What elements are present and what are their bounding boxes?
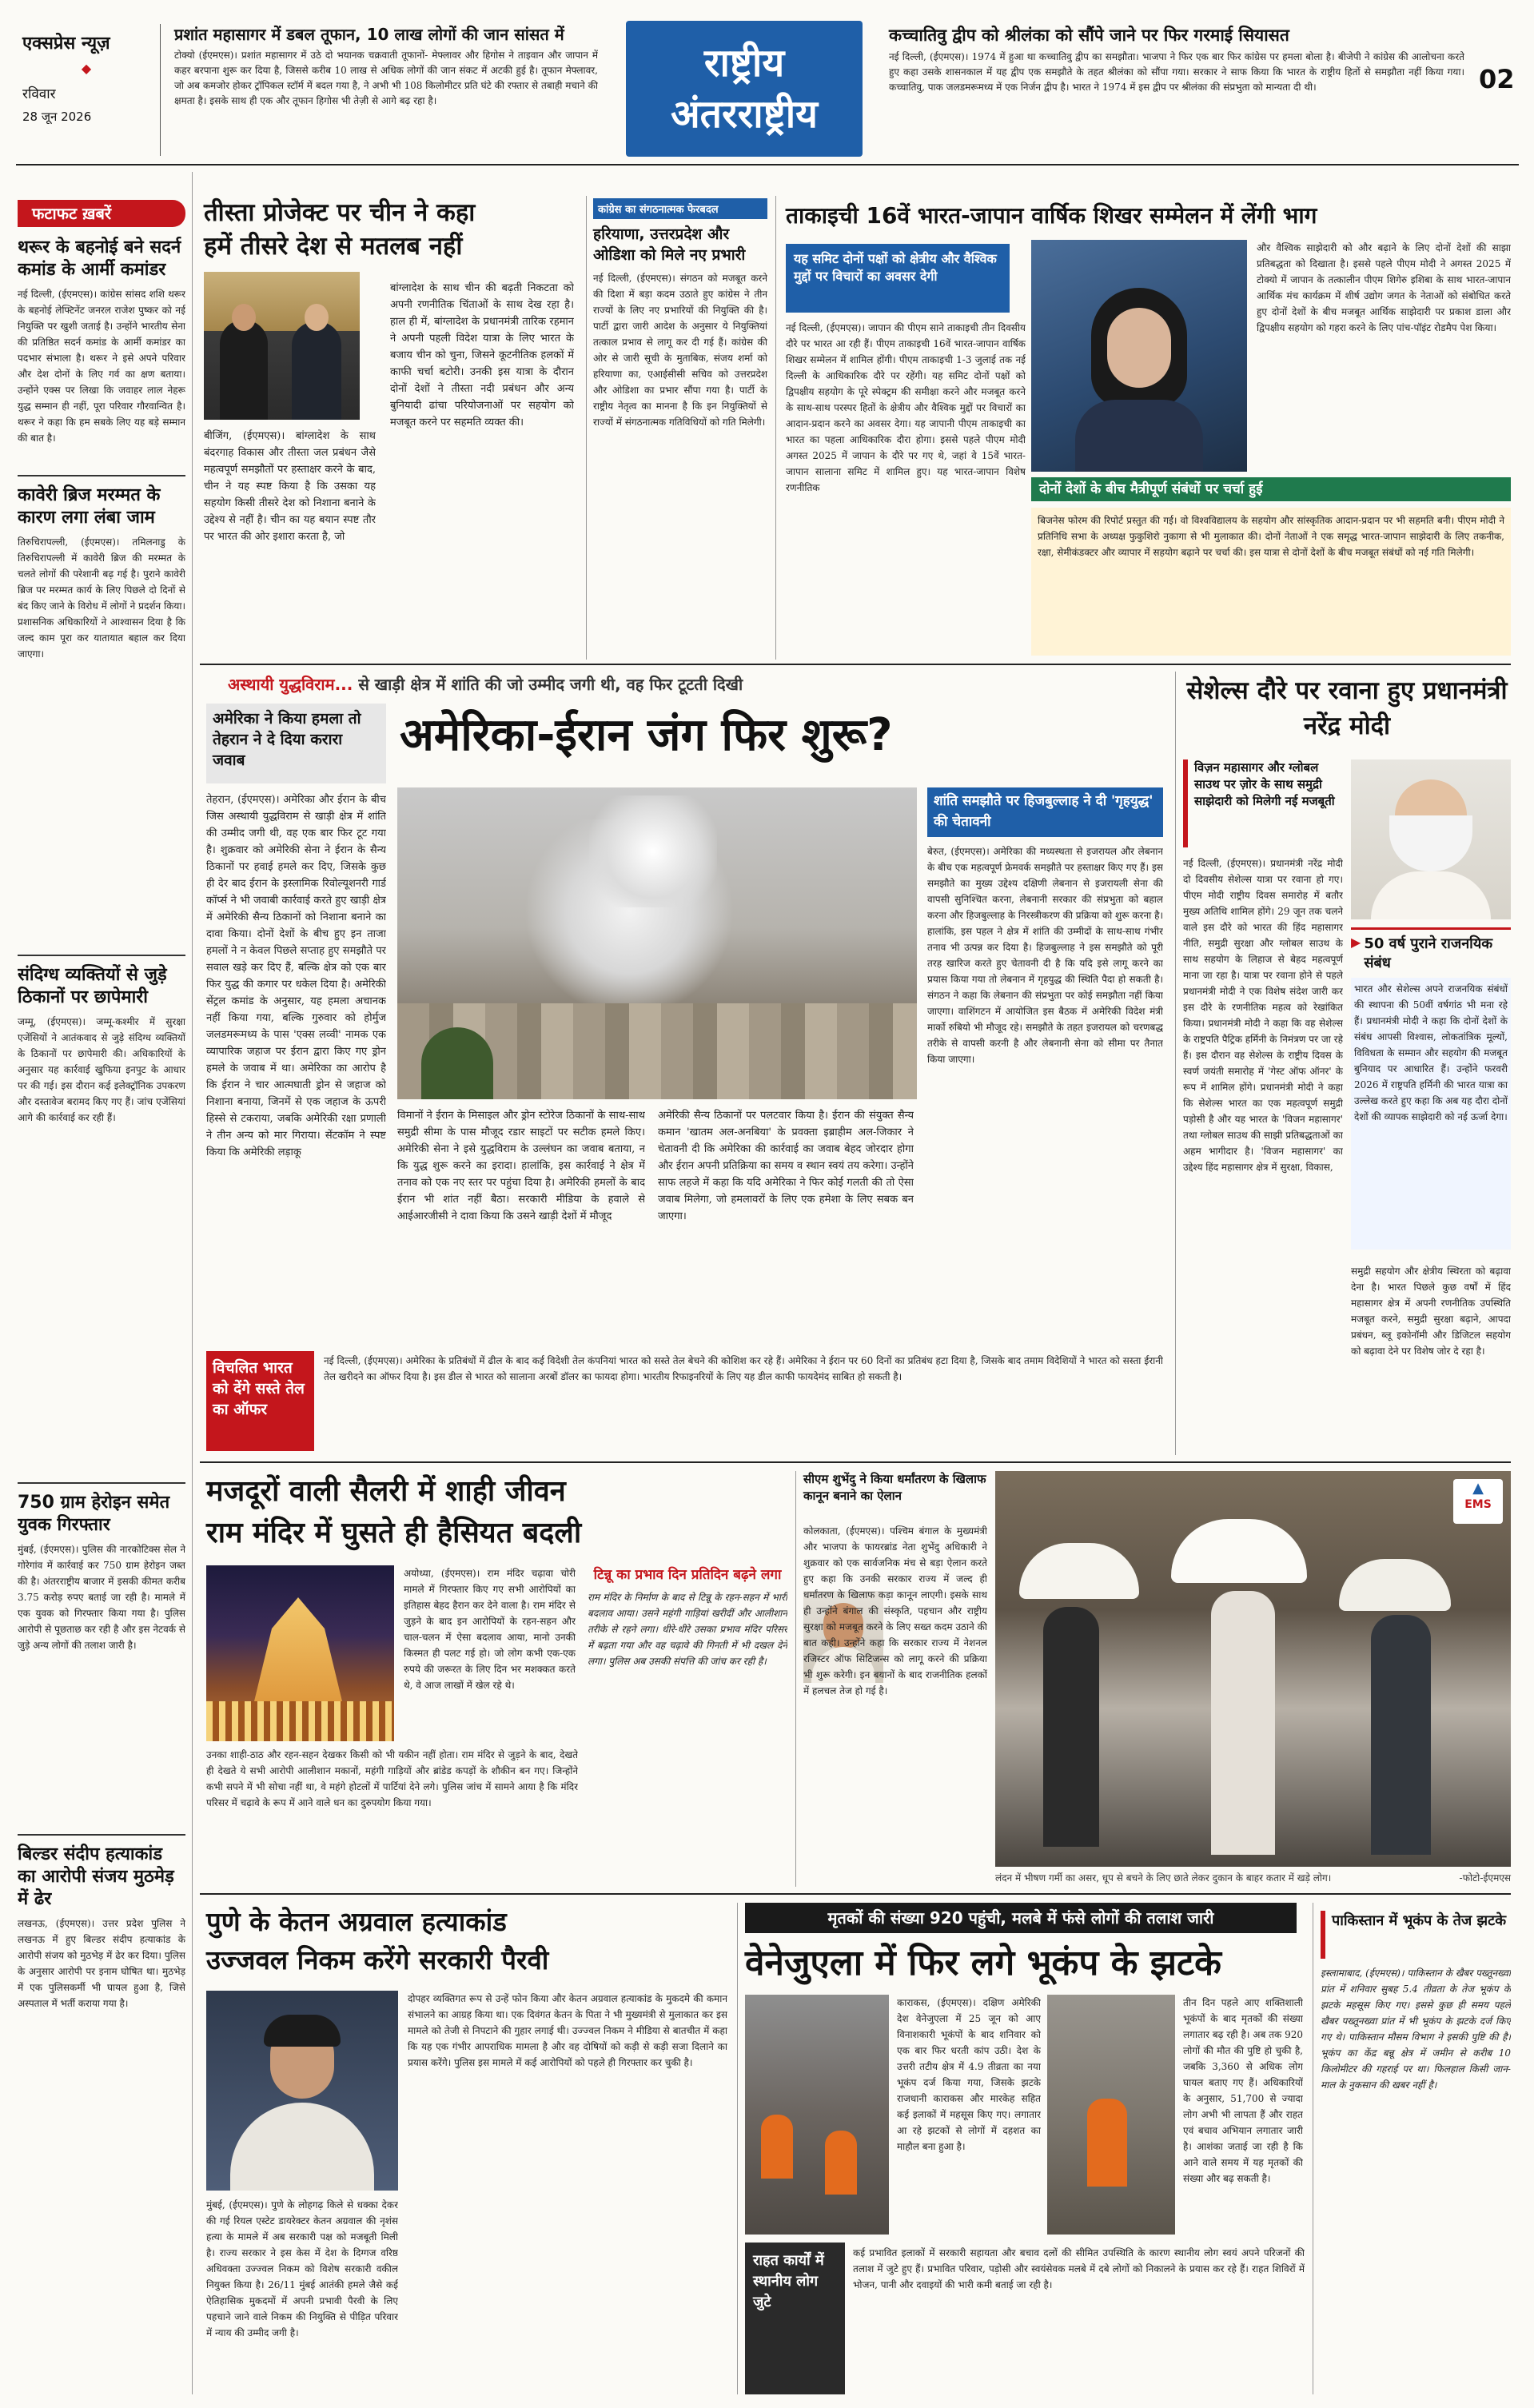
hezbollah-head: [927, 787, 1163, 837]
brief-body: तिरुचिरापल्ली, (ईएमएस)। तमिलनाडु के तिरुचिरापल्ली में कावेरी ब्रिज की मरम्मत के चलते लोगों की परेशानी बढ़ गई है। पुराने कावेरी ब्रिज पर मरम्मत कार्य के लिए पिछले दो दिनों से बंद किए जाने के विरोध में लोगों ने प्रदर्शन किया। प्रशासनिक अधिकारियों ने आश्वासन दिया है कि जल्द काम पूरा कर यातायात बहाल कर दिया जाएगा।: [18, 536, 185, 660]
masthead-brand-box: [22, 30, 150, 142]
congress-headline: हरियाणा, उत्तरप्रदेश और ओडिशा को मिले नए प्रभारी: [593, 225, 746, 264]
iran-body-col3: अमेरिकी सैन्य ठिकानों पर पलटवार किया है। ईरान की संयुक्त सैन्य कमान 'खातम अल-अनबिया' के प्रवक्ता इब्राहीम अल-जिकार ने चेतावनी दी कि अमेरिका की कार्रवाई का जवाब बेहद जोरदार होगा और ईरान अपनी प्रतिक्रिया का समय व स्थान स्वयं तय करेगा। उन्होंने साफ लहजे में कहा कि यदि अमेरिका ने फिर कोई गलती की तो ऐसा जवाब मिलेगा, जो हमलावरों के लिए एक हमेशा के लिए सबक बन जाएगा।: [658, 1110, 914, 1222]
modi-headline: सेशेल्स दौरे पर रवाना हुए प्रधानमंत्री नरेंद्र मोदी: [1186, 676, 1508, 740]
modi-side-box: [1351, 927, 1511, 1255]
brief-item: [18, 956, 185, 1484]
takaichi-photo: [1031, 240, 1247, 472]
bangladesh-china-leaders-photo: [204, 272, 360, 420]
venezuela-rescue-photo: [1047, 1995, 1175, 2235]
teesta-body-left: बीजिंग, (ईएमएस)। बांग्लादेश के साथ बंदरगाह विकास और तीस्ता जल प्रबंधन जैसे महत्वपूर्ण समझौतों पर हस्ताक्षर करने के बाद, चीन ने यह स्पष्ट किया है कि उसका यह सहयोग किसी तीसरे देश को निशाना बनाने के उद्देश्य से नहीं है। चीन का यह बयान स्पष्ट तौर पर भारत की ओर इशारा करता है, जो: [204, 430, 376, 543]
modi-side-body: भारत और सेशेल्स अपने राजनयिक संबंधों की स्थापना की 50वीं वर्षगांठ भी मना रहे हैं। प्रधानमंत्री मोदी ने कहा कि दोनों देशों के संबंध आपसी विश्वास, लोकतांत्रिक मूल्यों, विविधता के सम्मान और सहयोग की मजबूत बुनियाद पर आधारित हैं। उन्होंने फरवरी 2026 में राष्ट्रपति हर्मिनी की भारत यात्रा का उल्लेख करते हुए कहा कि अब यह दौरा दोनों देशों की व्यापक साझेदारी को नई ऊर्जा देगा।: [1351, 978, 1511, 1250]
brief-item: [18, 237, 185, 476]
brief-body: लखनऊ, (ईएमएस)। उत्तर प्रदेश पुलिस ने लखनऊ में हुए बिल्डर संदीप हत्याकांड के आरोपी संजय को मुठभेड़ में ढेर कर दिया। पुलिस के अनुसार आरोपी पर इनाम घोषित था। मुठभेड़ में एक पुलिसकर्मी भी घायल हुआ है, जिसे अस्पताल में भर्ती कराया गया है।: [18, 1918, 185, 2009]
modi-deck-text: विज़न महासागर और ग्लोबल साउथ पर ज़ोर के साथ समुद्री साझेदारी को मिलेगी नई मजबूती: [1194, 760, 1335, 808]
top-left-body: टोक्यो (ईएमएस)। प्रशांत महासागर में उठे दो भयानक चक्रवाती तूफानों- मेफ्लावर और हिगोस ने ताइवान और जापान में कहर बरपाना शुरू कर दिया है, जिससे करीब 10 लाख से अधिक लोगों की जान संकट में अटकी हुई है। तूफान मेफ्लावर, जो अब कमजोर होकर ट्रॉपिकल स्टॉर्म में बदल गया है, ने अभी भी 108 किलोमीटर प्रति घंटे की रफ्तार से तबाही मचाने की क्षमता है। इसके साथ ही एक और तूफान हिगोस भी तेज़ी से आगे बढ़ रहा है।: [174, 50, 598, 106]
takaichi-bar-label: दोनों देशों के बीच मैत्रीपूर्ण संबंधों पर चर्चा हुई: [1039, 481, 1263, 497]
ems-logo-mark-icon: ▲: [1472, 1480, 1484, 1497]
ems-logo: [1453, 1479, 1503, 1524]
brief-item: [18, 476, 185, 956]
suvendu-headline: सीएम शुभेंदु ने किया धर्मांतरण के खिलाफ कानून बनाने का ऐलान: [803, 1472, 986, 1503]
pune-body-right: दोपहर व्यक्तिगत रूप से उन्हें फोन किया और केतन अग्रवाल हत्याकांड के मुकदमे की कमान संभालने का आग्रह किया था। एक दिवंगत केतन के पिता ने भी मुख्यमंत्री से मुलाकात कर इस मामले को तेजी से निपटाने की गुहार लगाई थी। उज्ज्वल निकम ने मीडिया से बातचीत में कहा कि यह एक गंभीर आपराधिक मामला है और वह दोषियों को कड़ी से कड़ी सजा दिलाने का प्रयास करेंगे। पुलिस इस मामले में कई आरोपियों को पहले ही गिरफ्तार कर चुकी है।: [408, 1993, 727, 2068]
ram-mandir-photo: [206, 1565, 394, 1741]
venezuela-body-right: तीन दिन पहले आए शक्तिशाली भूकंपों के बाद मृतकों की संख्या लगातार बढ़ रही है। अब तक 920 लोगों की मौत की पुष्टि हो चुकी है, जबकि 3,360 से अधिक लोग घायल बताए गए हैं। अधिकारियों के अनुसार, 51,700 से ज्यादा लोग अभी भी लापता हैं और राहत एवं बचाव अभियान लगातार जारी है। आशंका जताई जा रही है कि आने वाले समय में यह मृतकों की संख्या और बढ़ सकती है।: [1183, 1997, 1303, 2184]
teesta-headline-line2: हमें तीसरे देश से मतलब नहीं: [204, 232, 463, 261]
top-right-story: [889, 24, 1464, 152]
congress-kicker: कांग्रेस का संगठनात्मक फेरबदल: [593, 198, 767, 219]
teesta-headline-line1: तीस्ता प्रोजेक्ट पर चीन ने कहा: [204, 198, 476, 227]
oil-offer-body: नई दिल्ली, (ईएमएस)। अमेरिका के प्रतिबंधों में ढील के बाद कई विदेशी तेल कंपनियां भारत को सस्ते तेल बेचने की कोशिश कर रहे हैं। अमेरिका ने ईरान पर 60 दिनों का प्रतिबंध हटा दिया है, जिसके बाद तमाम विदेशियों ने भारत को सस्ता ईरानी तेल खरीदने का ऑफर दिया है। इस डील से भारत को सालाना अरबों डॉलर का फायदा होगा। भारतीय रिफाइनरियों के लिए यह डील काफी फायदेमंद साबित हो सकती है।: [324, 1355, 1163, 1382]
ram-body-top: अयोध्या, (ईएमएस)। राम मंदिर चढ़ावा चोरी मामले में गिरफ्तार किए गए सभी आरोपियों का इतिहास बेहद हैरान कर देने वाला है। राम मंदिर से जुड़ने के बाद इन आरोपियों के रहन-सहन और चाल-चलन में ऐसा बदलाव आया, मानो उनकी किस्मत ही पलट गई हो। जो लोग कभी एक-एक रुपये की जरूरत के लिए दिन भर मशक्कत करते थे, वे आज लाखों में खेल रहे थे।: [404, 1568, 576, 1691]
modi-side-title: 50 वर्ष पुराने राजनयिक संबंध: [1364, 935, 1493, 971]
brief-item: [18, 1836, 185, 2379]
top-right-headline: कच्चातिवु द्वीप को श्रीलंका को सौंपे जाने पर फिर गरमाई सियासत: [889, 26, 1289, 45]
venezuela-rubble-photo: [745, 1995, 889, 2235]
top-left-headline: प्रशांत महासागर में डबल तूफान, 10 लाख लोगों की जान सांसत में: [174, 25, 564, 44]
hezbollah-head-text: शांति समझौते पर हिजबुल्लाह ने दी 'गृहयुद्ध' की चेतावनी: [934, 793, 1153, 830]
iran-side-deck-text: अमेरिका ने किया हमला तो तेहरान ने दे दिया करारा जवाब: [213, 710, 361, 769]
suvendu-story: [803, 1471, 987, 1505]
venezuela-body-left: काराकस, (ईएमएस)। दक्षिण अमेरिकी देश वेनेजुएला में 25 जून को आए विनाशकारी भूकंपों के बाद शनिवार को एक बार फिर धरती कांप उठी। देश के उत्तरी तटीय क्षेत्र में 4.9 तीव्रता का नया भूकंप दर्ज किया गया, जिसके झटके राजधानी काराकस और मारकेह सहित कई इलाकों में महसूस किए गए। लगातार आ रहे झटकों से लोगों में दहशत का माहौल बना हुआ है।: [897, 1997, 1041, 2152]
pune-headline-block: [206, 1903, 726, 1979]
brief-body: जम्मू, (ईएमएस)। जम्मू-कश्मीर में सुरक्षा एजेंसियों ने आतंकवाद से जुड़े संदिग्ध व्यक्तियों के ठिकानों पर छापेमारी की। अधिकारियों के अनुसार यह कार्रवाई खुफिया इनपुट के आधार पर की गई। इस दौरान कई इलेक्ट्रॉनिक उपकरण और दस्तावेज बरामद किए गए हैं। जांच एजेंसियां आगे की कार्रवाई कर रही हैं।: [18, 1016, 185, 1123]
london-caption: लंदन में भीषण गर्मी का असर, धूप से बचने के लिए छाते लेकर दुकान के बाहर कतार में खड़े लोग।: [995, 1872, 1332, 1884]
pune-headline-line2: उज्जवल निकम करेंगे सरकारी पैरवी: [206, 1944, 549, 1975]
venezuela-banner-text: मृतकों की संख्या 920 पहुंची, मलबे में फंसे लोगों की तलाश जारी: [827, 1908, 1214, 1928]
takaichi-body-left-continued: [786, 528, 1026, 656]
venezuela-banner: [745, 1903, 1297, 1933]
london-caption-row: [995, 1871, 1511, 1884]
brief-item: [18, 1484, 185, 1836]
iran-side-deck: [206, 704, 386, 783]
pune-headline-line1: पुणे के केतन अग्रवाल हत्याकांड: [206, 1906, 507, 1937]
issue-date: 28 जून 2026: [22, 110, 92, 124]
brief-list: [18, 237, 185, 2379]
suvendu-body: कोलकाता, (ईएमएस)। पश्चिम बंगाल के मुख्यमंत्री और भाजपा के फायरब्रांड नेता शुभेंदु अधिकारी ने शुक्रवार को एक सार्वजनिक मंच से बड़ा ऐलान करते हुए कहा कि उनकी सरकार राज्य में जल्द ही धर्मांतरण के खिलाफ कड़ा कानून लाएगी। इसके साथ ही उन्होंने बंगाल की संस्कृति, पहचान और राष्ट्रीय सुरक्षा को मजबूत करने के लिए सख्त कदम उठाने की बात कही। उन्होंने कहा कि सरकार राज्य में नेशनल रजिस्टर ऑफ सिटिजन्स को लागू करने की प्रक्रिया भी शुरू करेगी। इन बयानों के बाद राजनीतिक हलकों में हलचल तेज हो गई है।: [803, 1525, 987, 1696]
ems-logo-text: EMS: [1464, 1498, 1492, 1511]
modi-photo: [1351, 759, 1511, 919]
brand-ornament-icon: ◆: [81, 61, 92, 76]
ram-headline-line1: मजदूरों वाली सैलरी में शाही जीवन: [206, 1475, 566, 1508]
tehran-strike-photo: [397, 787, 917, 1099]
oil-offer-box: [206, 1351, 314, 1451]
top-right-body: नई दिल्ली, (ईएमएस)। 1974 में हुआ था कच्चातिवु द्वीप का समझौता। भाजपा ने फिर एक बार फिर कांग्रेस पर हमला बोला है। बीजेपी ने कांग्रेस की आलोचना करते हुए कहा उसके शासनकाल में यह द्वीप एक समझौते के तहत श्रीलंका को सौंपा गया। सरकार ने साफ किया कि भारत के राष्ट्रीय हितों से समझौता नहीं किया गया। कच्चातिवु, पाक जलडमरूमध्य में एक निर्जन द्वीप है। भारत ने 1974 में इस द्वीप पर श्रीलंका की संप्रभुता को मान्यता दी थी।: [889, 51, 1464, 93]
venezuela-headline: वेनेजुएला में फिर लगे भूकंप के झटके: [745, 1943, 1221, 1983]
takaichi-bar-body: बिजनेस फोरम की रिपोर्ट प्रस्तुत की गई। वो विश्वविद्यालय के सहयोग और सांस्कृतिक आदान-प्रदान पर भी सहमति बनी। पीएम मोदी ने प्रतिनिधि सभा के अध्यक्ष फुकुशिरो नुकागा से भी मुलाकात की। दोनों नेताओं ने एक समृद्ध भारत-जापान साझेदारी के लिए तकनीक, रक्षा, सेमीकंडक्टर और व्यापार में सहयोग बढ़ाने पर चर्चा की। इस यात्रा से दोनों देशों के बीच मजबूत संबंधों को नई गति मिलेगी।: [1031, 508, 1511, 656]
takaichi-body-right: और वैश्विक साझेदारी को और बढ़ाने के लिए दोनों देशों की साझा प्रतिबद्धता को दिखाता है। इससे पहले पीएम मोदी ने अगस्त 2025 में टोक्यो में जापान के तत्कालीन पीएम शिगेरु इशिबा के साथ भारत-जापान आर्थिक मंच कार्यक्रम में शीर्ष उद्योग जगत के नेताओं को संबोधित करते हुए दोनों देशों के बीच मजबूत आर्थिक साझेदारी पर प्रकाश डाला और द्विपक्षीय सहयोग को गहरा करने के लिए पांच-पॉइंट रोडमैप पेश किया।: [1257, 242, 1511, 333]
hezbollah-body: बेरुत, (ईएमएस)। अमेरिका की मध्यस्थता से इजरायल और लेबनान के बीच एक महत्वपूर्ण फ्रेमवर्क समझौते पर हस्ताक्षर किए गए हैं। इस समझौते का मुख्य उद्देश्य दक्षिणी लेबनान से इजरायली सेना की वापसी सुनिश्चित करना, लेबनानी सरकार की संप्रभुता को बहाल करना और हिजबुल्लाह के निरस्त्रीकरण की प्रक्रिया को शुरू करना है। हालांकि, इस पहल ने क्षेत्र में शांति की उम्मीदों के साथ-साथ गंभीर तनाव भी उत्पन्न कर दिया है। हिजबुल्लाह ने इस समझौते को पूरी तरह खारिज करते हुए चेतावनी दी है कि यदि इसे लागू करने का प्रयास किया गया तो लेबनान में गृहयुद्ध की स्थिति पैदा हो सकती है। संगठन ने कहा कि लेबनान की संप्रभुता पर कोई समझौता नहीं किया जाएगा। वाशिंगटन में आयोजित इस बैठक में अमेरिकी विदेश मंत्री मार्को रुबियो भी मौजूद रहे। समझौते के तहत इजरायल को चरणबद्ध तरीके से वापसी करनी है और लेबनानी सेना को सीमा पर तैनात किया जाएगा।: [927, 846, 1163, 1065]
issue-day: रविवार: [22, 86, 56, 102]
brief-body: नई दिल्ली, (ईएमएस)। कांग्रेस सांसद शशि थरूर के बहनोई लेफ्टिनेंट जनरल राजेश पुष्कर को नई नियुक्ति पर खुशी जताई है। उन्होंने भारतीय सेना की प्रतिष्ठित सदर्न कमांड के आर्मी कमांडर का पदभार संभाला है। थरूर ने इसे अपने परिवार और देश दोनों के लिए गर्व का क्षण बताया। उन्होंने एक्स पर लिखा कि जवाहर लाल नेहरू युद्ध सम्मान ही नहीं, पूरा परिवार गौरवान्वित है। थरूर ने कहा कि हम सबके लिए यह बड़े सम्मान की बात है।: [18, 289, 185, 444]
ketan-agrawal-photo: [206, 1991, 398, 2191]
brand-name: एक्सप्रेस न्यूज़: [22, 34, 110, 54]
takaichi-bar: [1031, 477, 1511, 501]
pakistan-head: [1321, 1911, 1511, 1959]
brief-headline: संदिग्ध व्यक्तियों से जुड़े ठिकानों पर छापेमारी: [18, 965, 167, 1007]
takaichi-body-left: नई दिल्ली, (ईएमएस)। जापान की पीएम साने ताकाइची तीन दिवसीय दौरे पर भारत आ रही हैं। पीएम ताकाइची 16वें भारत-जापान वार्षिक शिखर सम्मेलन में शामिल होंगी। पीएम ताकाइची 1-3 जुलाई तक नई दिल्ली के आधिकारिक दौरे पर रहेंगी। यह समिट दोनों पक्षों को द्विपक्षीय सहयोग के पूरे स्पेक्ट्रम की समीक्षा करने और मजबूत करने के साथ-साथ परस्पर हितों के क्षेत्रीय और वैश्विक मुद्दों पर विचारों का आदान-प्रदान करने का अवसर देगा। यह जापानी पीएम ताकाइची का भारत का पहला आधिकारिक दौरा होगा। इससे पहले पीएम मोदी अगस्त 2025 में जापान के दौरे पर गए थे, जहां वे 15वें भारत-जापान सालाना समिट में शामिल हुए। यह भारत-जापान विशेष रणनीतिक: [786, 322, 1026, 493]
takaichi-deck-text: यह समिट दोनों पक्षों को क्षेत्रीय और वैश्विक मुद्दों पर विचारों का अवसर देगी: [794, 251, 997, 284]
pune-body-left: मुंबई, (ईएमएस)। पुणे के लोहगढ़ किले से धक्का देकर की गई रियल एस्टेट डायरेक्टर केतन अग्रवाल की नृशंस हत्या के मामले में अब सरकारी पक्ष को मजबूती मिली है। राज्य सरकार ने इस केस में देश के दिग्गज वरिष्ठ अधिवक्ता उज्ज्वल निकम को विशेष सरकारी वकील नियुक्त किया है। 26/11 मुंबई आतंकी हमले जैसे कई ऐतिहासिक मुकदमों में अपनी प्रभावी पैरवी के लिए पहचाने जाने वाले निकम की नियुक्ति से पीड़ित परिवार में न्याय की उम्मीद जगी है।: [206, 2199, 398, 2338]
modi-body-right: समुद्री सहयोग और क्षेत्रीय स्थिरता को बढ़ावा देना है। भारत पिछले कुछ वर्षों में हिंद महासागर क्षेत्र में अपनी रणनीतिक उपस्थिति मजबूत करने, समुद्री सुरक्षा बढ़ाने, आपदा प्रबंधन, ब्लू इकोनॉमी और डिजिटल सहयोग को बढ़ावा देने पर विशेष जोर दे रहा है।: [1351, 1266, 1511, 1357]
ram-headline-block: [206, 1471, 790, 1554]
london-heat-photo: [995, 1471, 1511, 1867]
iran-body-col1: तेहरान, (ईएमएस)। अमेरिका और ईरान के बीच जिस अस्थायी युद्धविराम से खाड़ी क्षेत्र में शांति की उम्मीद जगी थी, वह एक बार फिर टूट गया है। शुक्रवार को अमेरिकी सेना ने ईरान के सैन्य ठिकानों पर हवाई हमले कर दिए, जिसके कुछ ही देर बाद ईरान के इस्लामिक रिवोल्यूशनरी गार्ड कॉर्प्स ने भी जवाबी कार्रवाई करते हुए खाड़ी क्षेत्र में अमेरिकी सैन्य ठिकानों को निशाना बनाने का दावा किया। दोनों देशों के बीच हुए इन ताजा हमलों ने न केवल पिछले सप्ताह हुए समझौते पर सवाल खड़े कर दिए हैं, बल्कि क्षेत्र को एक बार फिर युद्ध की कगार पर धकेल दिया है। अमेरिकी सेंट्रल कमांड के अनुसार, यह हमला अचानक नहीं किया गया, बल्कि गुरुवार को होर्मुज जलडमरूमध्य के पास 'एक्स लव्वी' नामक एक व्यापारिक जहाज पर ईरान द्वारा किए गए ड्रोन हमले के जवाब में था। अमेरिका का आरोप है कि ईरान ने चार आत्मघाती ड्रोन से जहाज को निशाना बनाया, जिनमें से एक जहाज के ऊपरी हिस्से से टकराया, जबकि अमेरिकी रक्षा प्रणाली ने तीन अन्य को मार गिराया। सेंटकॉम ने स्पष्ट किया कि अमेरिकी लड़ाकू: [206, 794, 386, 1158]
london-credit: -फोटो-ईएमएस: [1459, 1872, 1511, 1884]
teesta-body-right: बांग्लादेश के साथ चीन की बढ़ती निकटता को अपनी रणनीतिक चिंताओं के साथ देख रहा है। हाल ही में, बांग्लादेश के प्रधानमंत्री तारिक रहमान ने अपनी पहली विदेश यात्रा के लिए भारत के बजाय चीन को चुना, जिसने कूटनीतिक हलकों में काफी चर्चा बटोरी। उनकी इस यात्रा के दौरान दोनों देशों ने तीस्ता नदी प्रबंधन और अन्य बुनियादी ढांचा परियोजनाओं पर सहयोग को मजबूत करने पर सहमति व्यक्त की।: [390, 282, 574, 429]
ram-headline-line2: राम मंदिर में घुसते ही हैसियत बदली: [206, 1517, 582, 1549]
brief-headline: 750 ग्राम हेरोइन समेत युवक गिरफ्तार: [18, 1493, 170, 1535]
arrow-right-icon: ▶: [1351, 935, 1361, 950]
iran-kicker-rest: से खाड़ी क्षेत्र में शांति की जो उम्मीद जगी थी, वह फिर टूटती दिखी: [353, 675, 743, 694]
modi-side-title-row: [1351, 935, 1511, 973]
iran-headline: अमेरिका-ईरान जंग फिर शुरू?: [400, 709, 893, 761]
ram-sub-body: राम मंदिर के निर्माण के बाद से टिन्नू के रहन-सहन में भारी बदलाव आया। उसने महंगी गाड़ियां खरीदीं और आलीशान तरीके से रहने लगा। धीरे-धीरे उसका प्रभाव मंदिर परिसर में बढ़ता गया और वह चढ़ावे की गिनती में भी दखल देने लगा। पुलिस अब उसकी संपत्ति की जांच कर रही है।: [588, 1592, 787, 1667]
takaichi-deck: [786, 244, 1010, 313]
section-title-national: राष्ट्रीय: [703, 41, 785, 86]
iran-body-col2: विमानों ने ईरान के मिसाइल और ड्रोन स्टोरेज ठिकानों के साथ-साथ समुद्री सीमा के पास मौजूद रडार साइटों पर सटीक हमले किए। अमेरिकी सेना ने इसे युद्धविराम के उल्लंघन का जवाब बताया, न कि युद्ध शुरू करने का इरादा। हालांकि, इस कार्रवाई ने क्षेत्र में तनाव को एक नए स्तर पर पहुंचा दिया है। अमेरिकी हमलों के बाद ईरान भी शांत नहीं बैठा। सरकारी मीडिया के हवाले से आईआरजीसी ने दावा किया कि उसने खाड़ी देशों में मौजूद: [397, 1110, 645, 1222]
pakistan-head-text: पाकिस्तान में भूकंप के तेज झटके: [1332, 1912, 1507, 1929]
section-title-international: अंतरराष्ट्रीय: [670, 92, 819, 137]
briefs-banner: [18, 200, 185, 227]
brief-body: मुंबई, (ईएमएस)। पुलिस की नारकोटिक्स सेल ने गोरेगांव में कार्रवाई कर 750 ग्राम हेरोइन जब्त की है। अंतरराष्ट्रीय बाजार में इसकी कीमत करीब 3.75 करोड़ रुपए बताई जा रही है। मामले में एक युवक को गिरफ्तार किया गया है। पुलिस आरोपी से पूछताछ कर रही है और इस नेटवर्क से जुड़े अन्य लोगों की तलाश जारी है।: [18, 1544, 185, 1651]
ram-sub-head: टिन्नू का प्रभाव दिन प्रतिदिन बढ़ने लगा: [593, 1567, 782, 1583]
page-number: 02: [1479, 64, 1515, 94]
brief-headline: बिल्डर संदीप हत्याकांड का आरोपी संजय मुठमेड़ में ढेर: [18, 1844, 174, 1909]
venezuela-relief-label: राहत कार्यों में स्थानीय लोग जुटे: [753, 2252, 824, 2310]
venezuela-relief-box: [745, 2243, 845, 2394]
iran-kicker-red: अस्थायी युद्धविराम...: [228, 675, 353, 694]
section-banner: [626, 21, 863, 157]
oil-offer-label: विचलित भारत को देंगे सस्ते तेल का ऑफर: [213, 1359, 305, 1418]
venezuela-relief-body: कई प्रभावित इलाकों में सरकारी सहायता और बचाव दलों की सीमित उपस्थिति के कारण स्थानीय लोग स्वयं अपने परिजनों की तलाश में जुटे हुए हैं। प्रभावित परिवार, पड़ोसी और स्वयंसेवक मलबे में दबे लोगों को निकालने के प्रयास कर रहे हैं। राहत शिविरों में भोजन, पानी और दवाइयों की भारी कमी बताई जा रही है।: [853, 2247, 1305, 2290]
modi-body-left: नई दिल्ली, (ईएमएस)। प्रधानमंत्री नरेंद्र मोदी दो दिवसीय सेशेल्स यात्रा पर रवाना हो गए। पीएम मोदी राष्ट्रीय दिवस समारोह में बतौर मुख्य अतिथि शामिल होंगे। 29 जून तक चलने वाले इस दौरे को भारत की हिंद महासागर नीति, समुद्री सुरक्षा और ग्लोबल साउथ के साथ सहयोग के लिहाज से बेहद महत्वपूर्ण माना जा रहा है। यात्रा पर रवाना होने से पहले प्रधानमंत्री मोदी ने एक विशेष संदेश जारी कर इस दौरे के रणनीतिक महत्व को रेखांकित किया। प्रधानमंत्री मोदी ने कहा कि वह सेशेल्स के राष्ट्रपति पैट्रिक हर्मिनी के निमंत्रण पर जा रहे हैं। इस दौरान वह सेशेल्स के राष्ट्रीय दिवस के स्वर्ण जयंती समारोह में 'गेस्ट ऑफ ऑनर' के रूप में शामिल होंगे। प्रधानमंत्री मोदी ने कहा कि सेशेल्स भारत का एक महत्वपूर्ण समुद्री पड़ोसी है और यह भारत के 'विजन महासागर' तथा ग्लोबल साउथ की साझी प्रतिबद्धताओं का अहम भागीदार है। 'विजन महासागर' का उद्देश्य हिंद महासागर क्षेत्र में सुरक्षा, विकास,: [1183, 858, 1343, 1173]
congress-story: [593, 198, 767, 658]
brief-headline: थरूर के बहनोई बने सदर्न कमांड के आर्मी कमांडर: [18, 237, 181, 280]
takaichi-headline: ताकाइची 16वें भारत-जापान वार्षिक शिखर सम्मेलन में लेंगी भाग: [786, 202, 1317, 229]
briefs-banner-label: फटाफट ख़बरें: [32, 204, 112, 223]
ram-sub: [588, 1565, 787, 1853]
congress-body: नई दिल्ली, (ईएमएस)। संगठन को मजबूत करने की दिशा में बड़ा कदम उठाते हुए कांग्रेस ने तीन राज्यों के लिए नए प्रभारियों की नियुक्ति की है। पार्टी द्वारा जारी आदेश के अनुसार ये नियुक्तियां तत्काल प्रभाव से लागू कर दी गई हैं। कांग्रेस की ओर से जारी सूची के मुताबिक, संजय शर्मा को हरियाणा का, एआईसीसी सचिव को उत्तरप्रदेश और ओडिशा का प्रभार सौंपा गया है। पार्टी के राष्ट्रीय नेतृत्व का मानना है कि इन नियुक्तियों से राज्यों में संगठनात्मक गतिविधियों को गति मिलेगी।: [593, 273, 767, 428]
iran-kicker: [228, 673, 1155, 695]
modi-deck: [1183, 759, 1343, 847]
ram-body-bottom: उनका शाही-ठाठ और रहन-सहन देखकर किसी को भी यकीन नहीं होता। राम मंदिर से जुड़ने के बाद, देखते ही देखते ये सभी आरोपी आलीशान मकानों, महंगी गाड़ियों और ब्रांडेड कपड़ों के शौकीन बन गए। जिन्होंने कभी सपने में भी सोचा नहीं था, वे महंगे होटलों में पार्टियां देने लगे। पुलिस जांच में सामने आया है कि मंदिर परिसर में चढ़ावे के रूप में आने वाले धन का दुरुपयोग किया गया।: [206, 1749, 578, 1808]
top-left-story: [174, 24, 598, 152]
brief-headline: कावेरी ब्रिज मरम्मत के कारण लगा लंबा जाम: [18, 485, 161, 528]
pakistan-body: इस्लामाबाद, (ईएमएस)। पाकिस्तान के खैबर पख्तूनख्वा प्रांत में शनिवार सुबह 5.4 तीव्रता के तेज भूकंप के झटके महसूस किए गए। इससे कुछ ही समय पहले खैबर पख्तूनख्वा प्रांत में भी भूकंप के झटके दर्ज किए गए थे। पाकिस्तान मौसम विभाग ने इसकी पुष्टि की है। भूकंप का केंद्र बन्नू क्षेत्र में जमीन से करीब 10 किलोमीटर की गहराई पर था। फिलहाल किसी जान-माल के नुकसान की खबर नहीं है।: [1321, 1967, 1511, 2091]
